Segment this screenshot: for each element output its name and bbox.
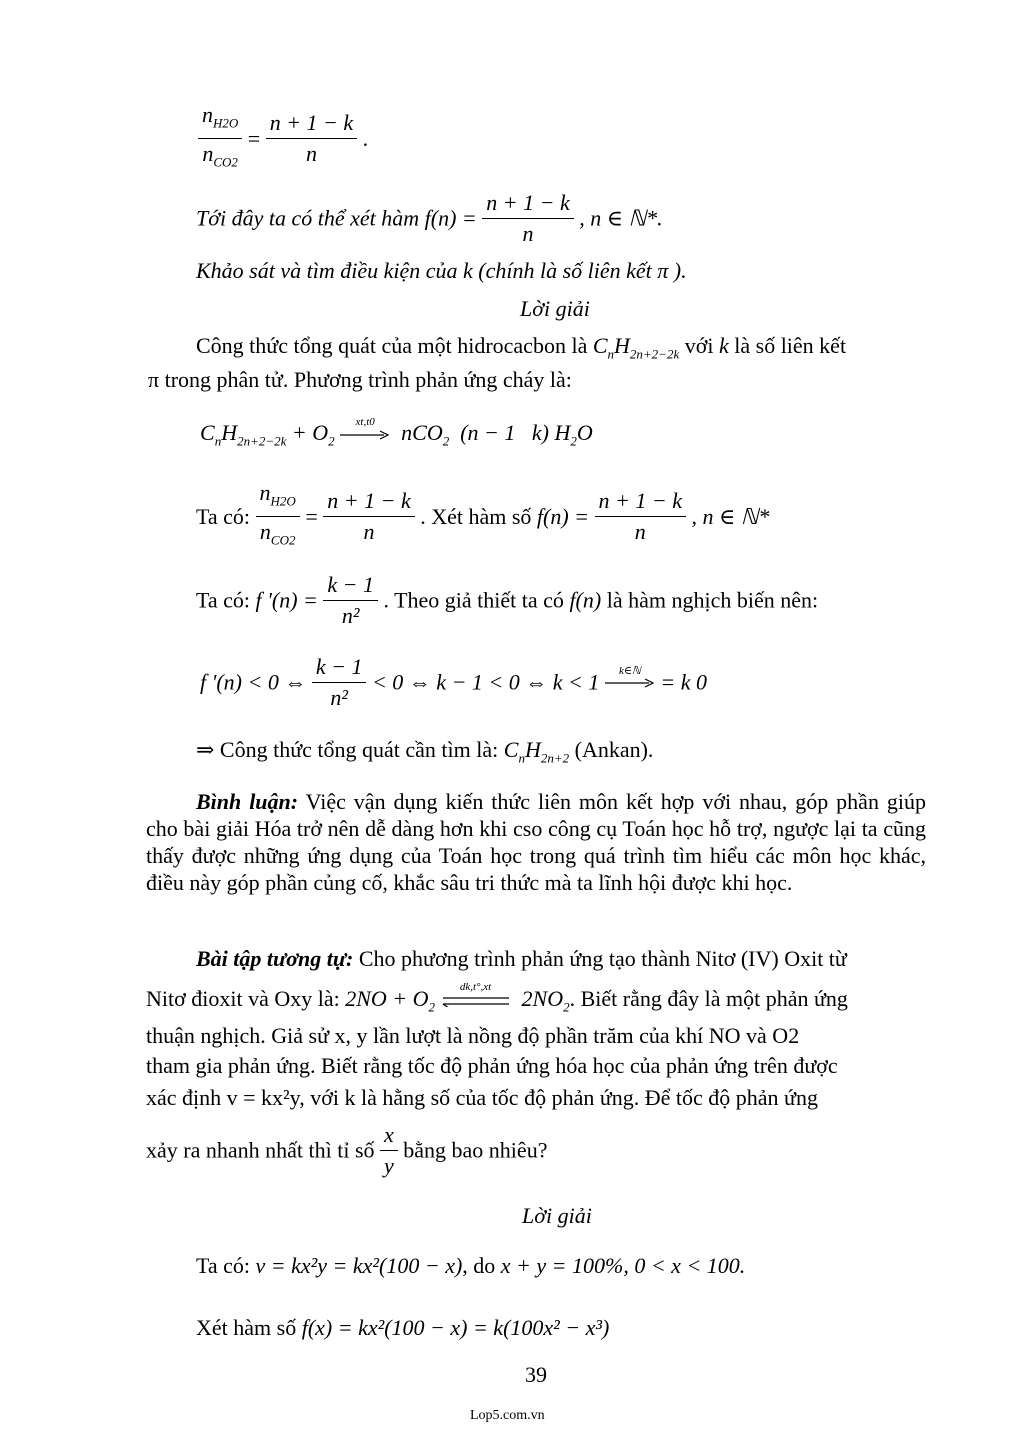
solution2-line-1: Ta có: v = kx²y = kx²(100 − x), do x + y = 100%, 0 < x < 100. (196, 1253, 746, 1278)
conclusion-line: ⇒ Công thức tổng quát cần tìm là: $C_nH_{2n+2}$ (Ankan). (196, 737, 654, 766)
equilibrium-arrow-icon: dk,t°,xt (441, 995, 511, 1007)
exercise-line-5: xác định v = kx²y, với k là hằng số của tốc độ phản ứng. Để tốc độ phản ứng (146, 1085, 818, 1110)
general-formula-line: Công thức tổng quát của một hidrocacbon là $C_nH_{2n+2-2k}$ với k là số liên kết (196, 333, 847, 362)
combustion-reaction: $C_nH_{2n+2-2k} + O_2$ xt,t0 nCO$_2$ (n − 1 k) $H_2O$ (200, 415, 593, 449)
page-number: 39 (525, 1362, 547, 1387)
exercise-line-2: Nitơ đioxit và Oxy là: $2NO + O_2$ dk,t°,xt $2NO_2$. Biết rằng đây là một phản ứng (146, 980, 848, 1015)
hint-line-1: Tới đây ta có thể xét hàm f(n) = $\frac{n + 1 - k}{n}$ , n ∈ ℕ*. (196, 190, 663, 246)
exercise-line-3: thuận nghịch. Giả sử x, y lần lượt là nồng độ phần trăm của khí NO và O2 (146, 1023, 800, 1048)
exercise-line-4: tham gia phản ứng. Biết rằng tốc độ phản ứng hóa học của phản ứng trên được (146, 1053, 838, 1078)
implies-arrow-icon: k∈ℕ (605, 678, 655, 688)
footer-site: Lop5.com.vn (470, 1408, 545, 1423)
ratio-formula-top: $\frac{n_{H2O}}{n_{CO2}}$ = $\frac{n + 1 - k}{n}$ . (198, 100, 368, 178)
comment-paragraph: Bình luận: Việc vận dụng kiến thức liên môn kết hợp với nhau, góp phần giúp cho bài giải Hóa trở nên dễ dàng hơn khi cso công cụ Toán học hỗ trợ, ngược lại ta cũng thấy được những ứng dụng của Toán học trong quá trình tìm hiểu các môn học khác, điều này góp phần củng cố, khắc sâu tri thức mà ta lĩnh hội được khi học. (146, 789, 926, 895)
exercise-line-1: Bài tập tương tự: Cho phương trình phản ứng tạo thành Nitơ (IV) Oxit từ (196, 946, 847, 971)
solution-heading-1: Lời giải (520, 296, 590, 321)
inequality-line: f '(n) < 0 ⇔ $\frac{k - 1}{\text{n²}}$ < 0 ⇔ k − 1 < 0 ⇔ k < 1 k∈ℕ = k 0 (200, 654, 707, 710)
reaction-arrow-icon: xt,t0 (340, 430, 390, 440)
hint-line-2: Khảo sát và tìm điều kiện của k (chính là số liên kết π ). (196, 258, 687, 283)
solution-heading-2: Lời giải (522, 1203, 592, 1228)
exercise-line-6: xảy ra nhanh nhất thì tỉ số $\frac{x}{y}$ bằng bao nhiêu? (146, 1122, 548, 1178)
ratio-line: Ta có: $\frac{n_{H2O}}{n_{CO2}}$ = $\frac{n + 1 - k}{n}$ . Xét hàm số f(n) = $\frac{n + 1 - k}{n}$ , n ∈ ℕ* (196, 480, 770, 548)
pi-line: π trong phân tử. Phương trình phản ứng cháy là: (148, 367, 572, 392)
solution2-line-2: Xét hàm số f(x) = kx²(100 − x) = k(100x² − x³) (196, 1315, 610, 1340)
derivative-line: Ta có: f '(n) = $\frac{k - 1}{\text{n²}}$ . Theo giả thiết ta có f(n) là hàm nghịch biến nên: (196, 572, 819, 628)
